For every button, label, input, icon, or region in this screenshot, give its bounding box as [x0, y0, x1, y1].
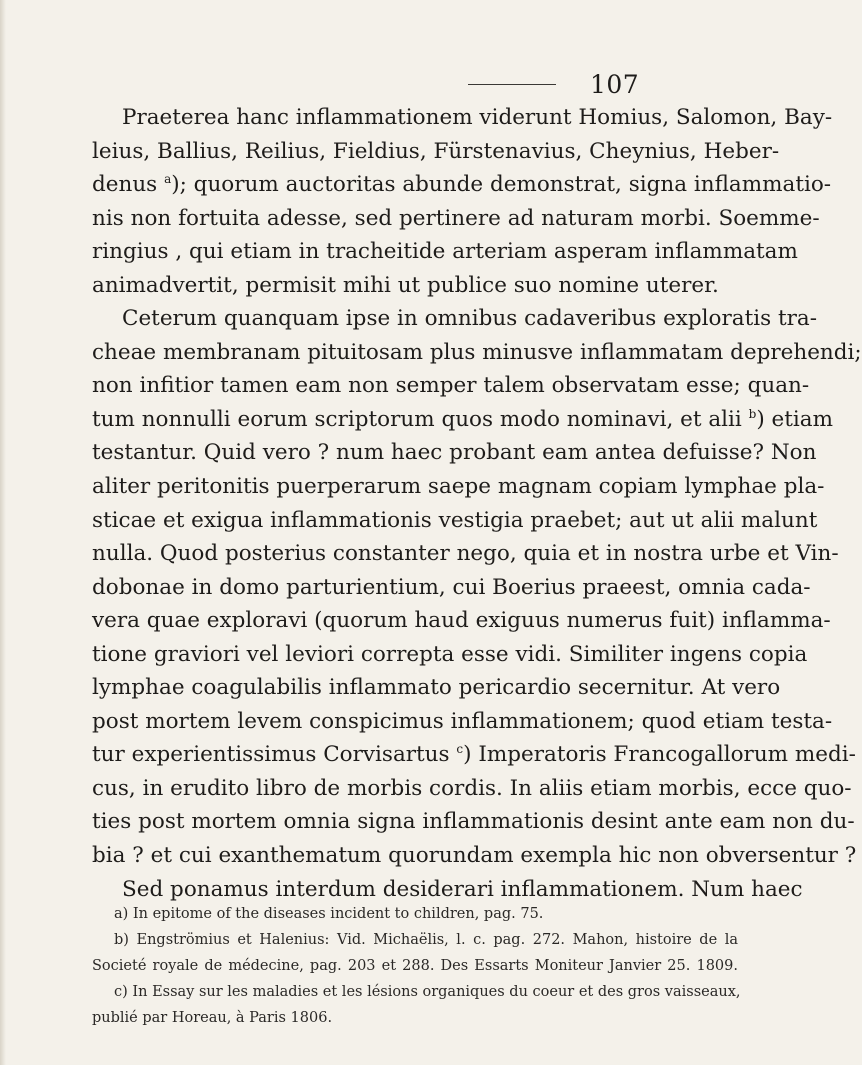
footnote-mark: b	[748, 406, 757, 421]
text-line: Sed ponamus interdum desiderari inflammationem. Num haec	[122, 876, 803, 902]
footnote-a: a) In epitome of the diseases incident to children, pag. 75.	[114, 906, 544, 922]
text-fragment: ) etiam	[756, 406, 833, 432]
footnote-b-cont: Societé royale de médecine, pag. 203 et 288. Des Essarts Moniteur Janvier 25. 1809.	[92, 958, 738, 974]
text-line: leius, Ballius, Reilius, Fieldius, Fürstenavius, Cheynius, Heber-	[92, 138, 780, 164]
text-line: dobonae in domo parturientium, cui Boerius praeest, omnia cada-	[92, 574, 811, 600]
text-line: testantur. Quid vero ? num haec probant eam antea defuisse? Non	[92, 440, 817, 466]
text-line: animadvertit, permisit mihi ut publice suo nomine uterer.	[92, 272, 719, 298]
text-fragment: denus	[92, 172, 165, 198]
text-line: aliter peritonitis puerperarum saepe magnam copiam lymphae pla-	[92, 474, 825, 500]
text-fragment: tur experientissimus Corvisartus	[92, 742, 457, 768]
text-line: Praeterea hanc inflammationem viderunt Homius, Salomon, Bay-	[122, 105, 833, 130]
page-number: 107	[590, 70, 640, 99]
text-line: nulla. Quod posterius constanter nego, quia et in nostra urbe et Vin-	[92, 541, 839, 567]
text-line: bia ? et cui exanthematum quorundam exempla hic non obversentur ?	[92, 843, 857, 869]
page-edge-shadow	[0, 0, 6, 1065]
footnote-c-cont: publié par Horeau, à Paris 1806.	[92, 1010, 333, 1026]
footnote-c: c) In Essay sur les maladies et les lésions organiques du coeur et des gros vaisseaux,	[114, 984, 741, 1000]
header-rule	[468, 84, 556, 85]
footnote-mark: c	[456, 742, 464, 757]
text-line: non infitior tamen eam non semper talem observatam esse; quan-	[92, 373, 810, 399]
text-line: ringius , qui etiam in tracheitide arteriam asperam inflammatam	[92, 239, 798, 265]
text-line: Ceterum quanquam ipse in omnibus cadaveribus exploratis tra-	[122, 306, 817, 332]
text-line: ties post mortem omnia signa inflammationis desint ante eam non du-	[92, 809, 855, 835]
footnotes	[92, 901, 741, 1031]
text-line: nis non fortuita adesse, sed pertinere ad naturam morbi. Soemme-	[92, 205, 820, 231]
text-line	[92, 738, 856, 772]
text-line: cheae membranam pituitosam plus minusve inflammatam deprehendi;	[92, 339, 862, 365]
text-line: sticae et exigua inflammationis vestigia praebet; aut ut alii malunt	[92, 507, 818, 533]
text-line: cus, in erudito libro de morbis cordis. In aliis etiam morbis, ecce quo-	[92, 775, 852, 801]
body-text	[92, 101, 862, 906]
footnote-b: b) Engströmius et Halenius: Vid. Michaëlis, l. c. pag. 272. Mahon, histoire de la	[114, 932, 738, 948]
text-fragment: ) Imperatoris Francogallorum medi-	[463, 742, 856, 768]
footnote-mark: a	[164, 172, 172, 187]
text-line: vera quae exploravi (quorum haud exiguus numerus fuit) inflamma-	[92, 608, 831, 634]
text-fragment: ); quorum auctoritas abunde demonstrat, signa inflammatio-	[171, 172, 832, 198]
text-line: lymphae coagulabilis inflammato pericardio secernitur. At vero	[92, 675, 781, 701]
text-fragment: tum nonnulli eorum scriptorum quos modo nominavi, et alii	[92, 406, 749, 432]
text-line	[92, 168, 832, 202]
text-line: post mortem levem conspicimus inflammationem; quod etiam testa-	[92, 708, 833, 734]
text-line	[92, 403, 833, 437]
text-line: tione graviori vel leviori correpta esse vidi. Similiter ingens copia	[92, 641, 808, 667]
